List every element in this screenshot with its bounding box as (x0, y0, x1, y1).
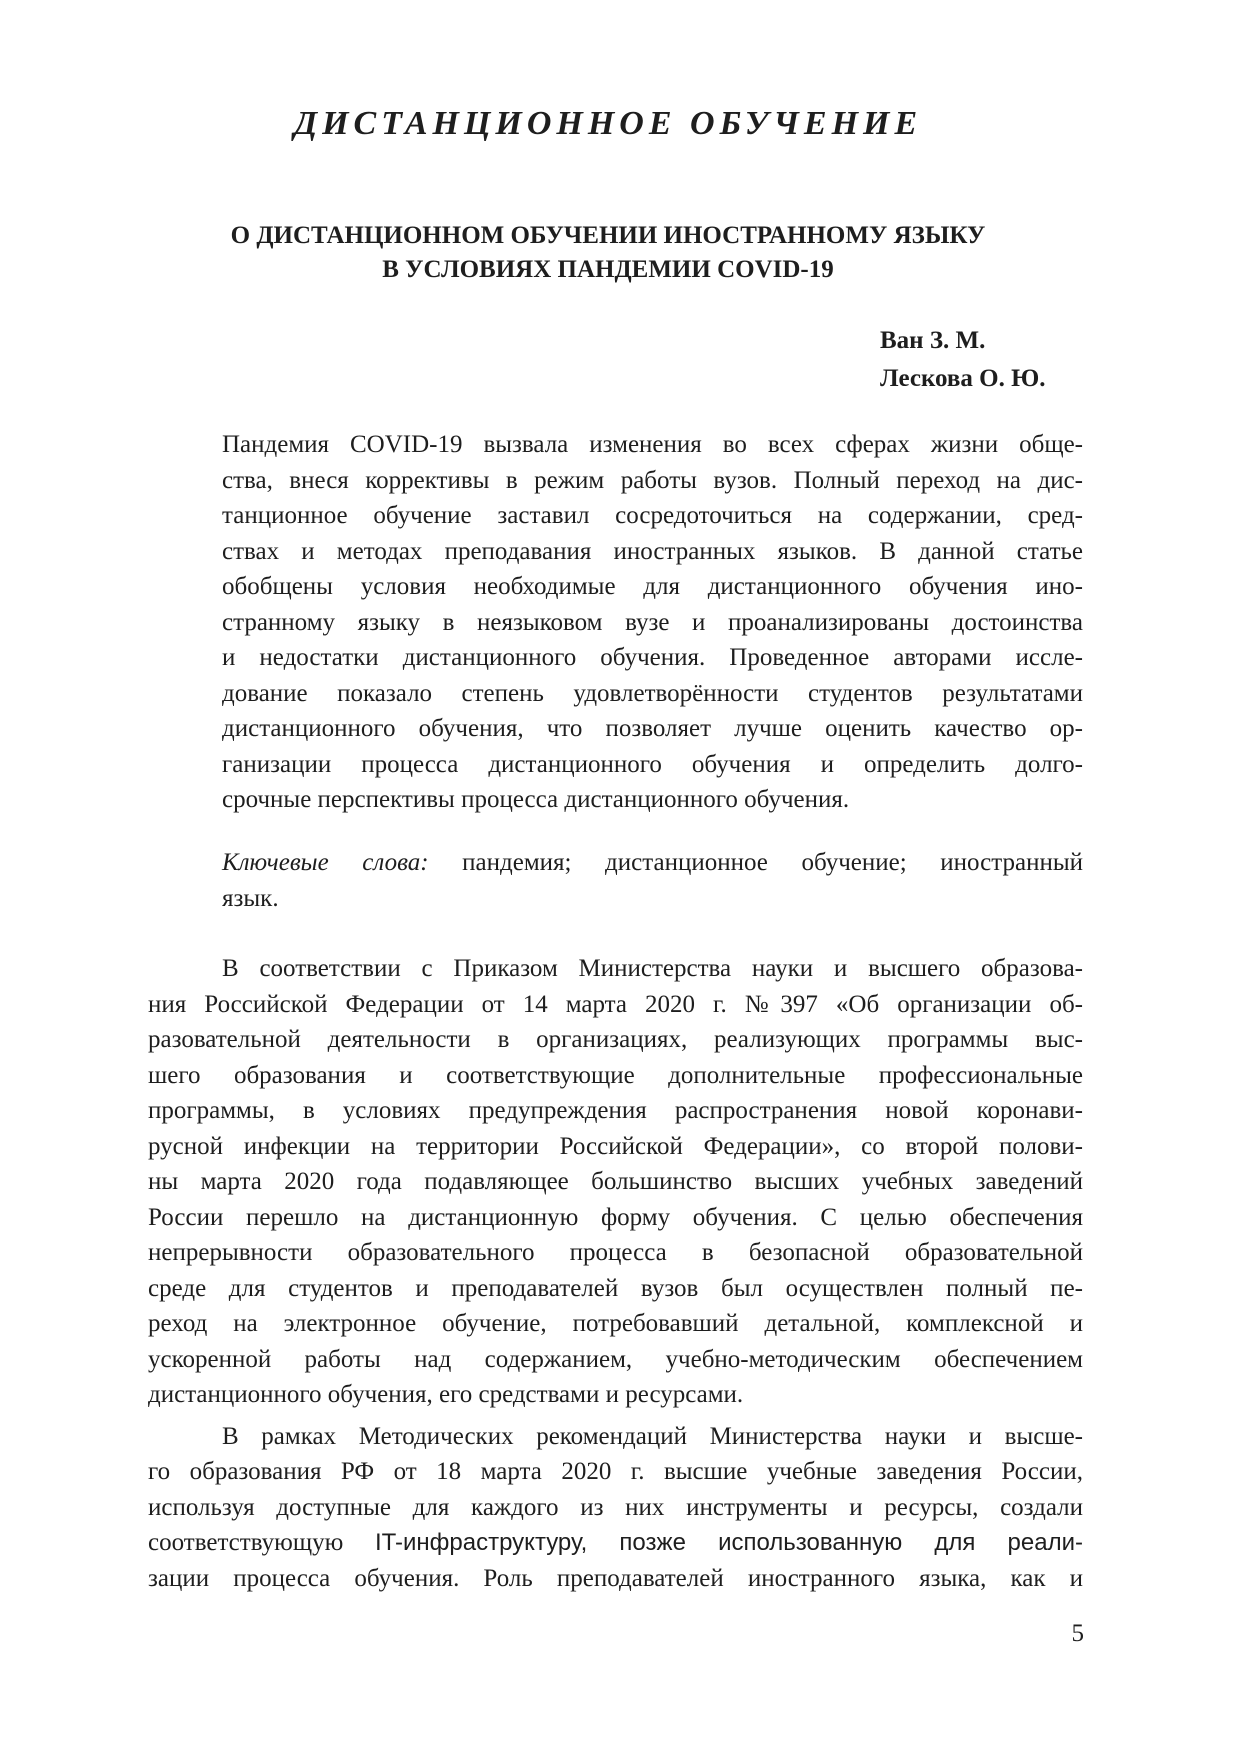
author-2: Лескова О. Ю. (880, 365, 1046, 392)
body-paragraph-1-line: реход на электронное обучение, потребовавший детальной, комплексной и (148, 1310, 1083, 1337)
authors (880, 322, 1046, 398)
body-paragraph-2-line (148, 1525, 1083, 1561)
abstract-line: срочные перспективы процесса дистанционного обучения. (222, 786, 850, 813)
body-paragraph-1-line: ны марта 2020 года подавляющее большинство высших учебных заведений (148, 1168, 1083, 1195)
abstract (222, 427, 1083, 818)
abstract-line: ства, внеся коррективы в режим работы вузов. Полный переход на дис- (222, 466, 1083, 494)
body-paragraph-1-line: России перешло на дистанционную форму обучения. С целью обеспечения (148, 1203, 1083, 1231)
body-paragraph-1-line: русной инфекции на территории Российской Федерации», со второй полови- (148, 1132, 1083, 1160)
body-paragraph-2-line-4-start: соответствующую (148, 1529, 375, 1556)
body-paragraph-1-line: разовательной деятельности в организациях, реализующих программы выс- (148, 1026, 1083, 1053)
keywords (222, 845, 1083, 916)
page-number: 5 (1071, 1620, 1084, 1647)
article-title (148, 219, 1068, 287)
body-paragraph-2-line: используя доступные для каждого из них инструменты и ресурсы, создали (148, 1493, 1083, 1521)
abstract-line: странному языку в неязыковом вузе и проанализированы достоинства (222, 608, 1083, 636)
abstract-line: ганизации процесса дистанционного обучения и определить долго- (222, 750, 1083, 778)
body-paragraph-2-line: го образования РФ от 18 марта 2020 г. высшие учебные заведения России, (148, 1458, 1083, 1485)
keywords-line-2: язык. (222, 884, 279, 912)
abstract-line: ствах и методах преподавания иностранных языков. В данной статье (222, 537, 1083, 565)
body-paragraph-1-line: ния Российской Федерации от 14 марта 2020 г. №397 «Об организации об- (148, 990, 1083, 1018)
body-paragraph-1-line: непрерывности образовательного процесса в безопасной образовательной (148, 1239, 1083, 1266)
body-paragraph-2-line: зации процесса обучения. Роль преподавателей иностранного языка, как и (148, 1564, 1083, 1592)
abstract-line: танционное обучение заставил сосредоточиться на содержании, сред- (222, 502, 1083, 529)
abstract-line: дование показало степень удовлетворённости студентов результатами (222, 679, 1083, 707)
abstract-line: Пандемия COVID-19 вызвала изменения во всех сферах жизни обще- (222, 431, 1083, 458)
body-paragraph-2-line-4-end: IT-инфраструктуру, позже использованную для реали- (375, 1529, 1083, 1556)
abstract-line: обобщены условия необходимые для дистанционного обучения ино- (222, 573, 1083, 600)
keywords-line-1 (222, 845, 1083, 881)
body-paragraph-1-line: шего образования и соответствующие дополнительные профессиональные (148, 1061, 1083, 1089)
abstract-line: дистанционного обучения, что позволяет лучше оценить качество ор- (222, 715, 1083, 742)
keywords-label: Ключевые слова: (222, 849, 429, 876)
author-1: Ван З. М. (880, 327, 986, 354)
body-paragraph-1-line: ускоренной работы над содержанием, учебно-методическим обеспечением (148, 1345, 1083, 1373)
body-paragraph-2-line: В рамках Методических рекомендаций Министерства науки и высше- (222, 1422, 1083, 1450)
keywords-list: пандемия; дистанционное обучение; иностранный (462, 849, 1084, 876)
article-title-line-2: В УСЛОВИЯХ ПАНДЕМИИ COVID-19 (382, 256, 834, 283)
body-paragraph-1-line: В соответствии с Приказом Министерства науки и высшего образова- (222, 955, 1083, 982)
body-paragraph-1-line: дистанционного обучения, его средствами и ресурсами. (148, 1381, 744, 1408)
body-paragraph-1-line: среде для студентов и преподавателей вузов был осуществлен полный пе- (148, 1274, 1083, 1302)
body-text (148, 951, 1083, 1596)
section-title: ДИСТАНЦИОННОЕ ОБУЧЕНИЕ (293, 105, 923, 142)
article-title-line-1: О ДИСТАНЦИОННОМ ОБУЧЕНИИ ИНОСТРАННОМУ ЯЗЫКУ (230, 222, 986, 249)
body-paragraph-1-line: программы, в условиях предупреждения распространения новой коронави- (148, 1097, 1083, 1124)
abstract-line: и недостатки дистанционного обучения. Проведенное авторами иссле- (222, 644, 1083, 671)
